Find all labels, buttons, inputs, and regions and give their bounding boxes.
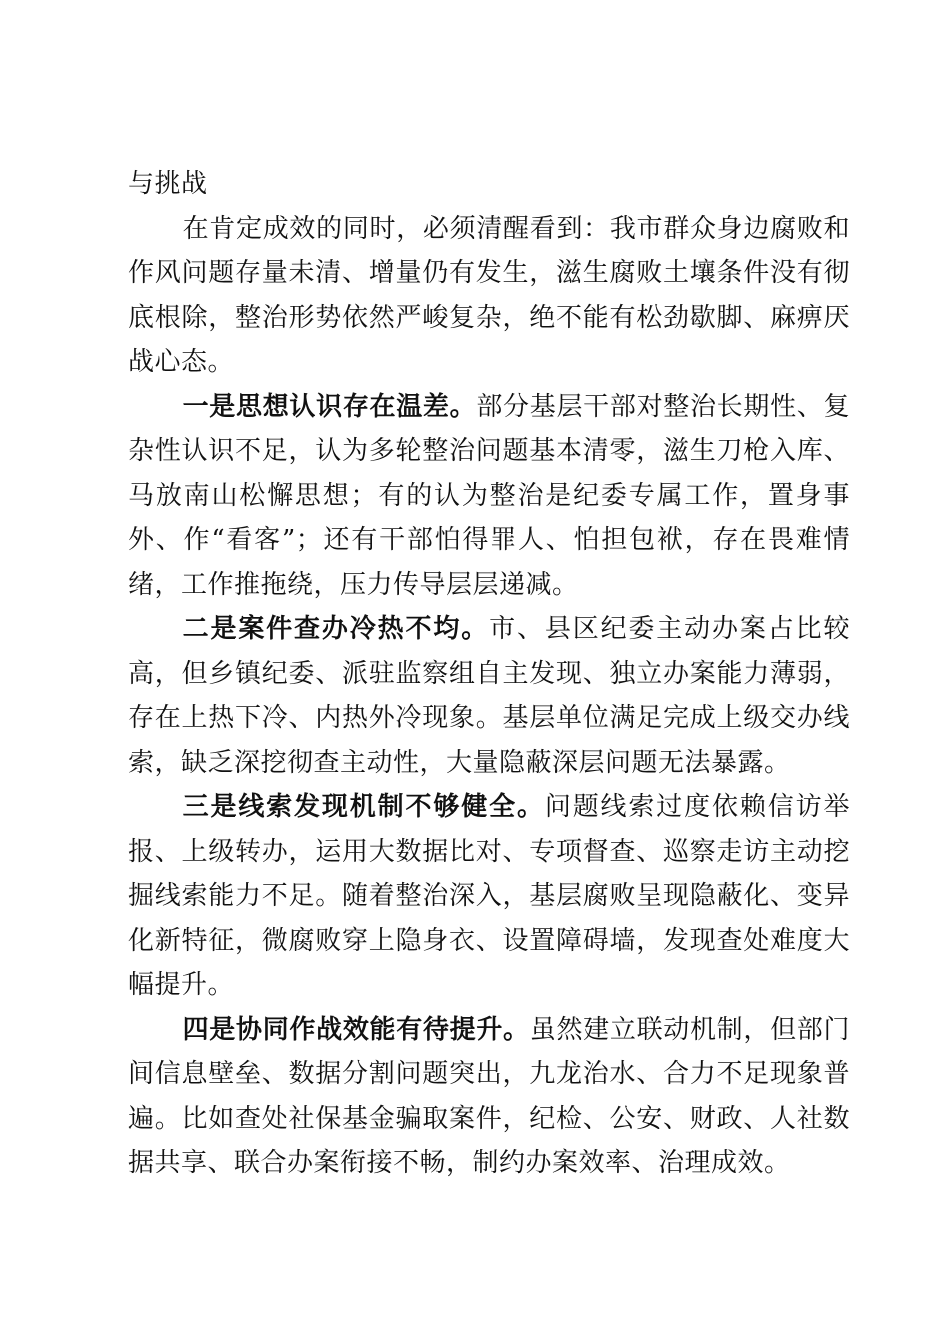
paragraph-lead-heading: 二是案件查办冷热不均。 [182,614,490,644]
paragraph-text: 与挑战 [128,169,208,199]
paragraph-lead-heading: 三是线索发现机制不够健全。 [182,792,545,822]
document-body [128,162,850,1186]
paragraph-continuation [128,162,850,207]
paragraph-text: 虽然建立联动机制，但部门间信息壁垒、数据分割问题突出，九龙治水、合力不足现象普遍。比如查处社保基金骗取案件，纪检、公安、财政、人社数据共享、联合办案衔接不畅，制约办案效率、治理成效。 [128,1014,850,1178]
paragraph-point-4 [128,1008,850,1186]
paragraph-text: 问题线索过度依赖信访举报、上级转办，运用大数据比对、专项督查、巡察走访主动挖掘线索能力不足。随着整治深入，基层腐败呈现隐蔽化、变异化新特征，微腐败穿上隐身衣、设置障碍墙，发现查处难度大幅提升。 [128,792,850,1000]
paragraph-point-2 [128,607,850,785]
paragraph-text: 部分基层干部对整治长期性、复杂性认识不足，认为多轮整治问题基本清零，滋生刀枪入库、马放南山松懈思想；有的认为整治是纪委专属工作，置身事外、作“看客”；还有干部怕得罪人、怕担包袱，存在畏难情绪，工作推拖绕，压力传导层层递减。 [128,391,850,600]
paragraph-text: 在肯定成效的同时，必须清醒看到：我市群众身边腐败和作风问题存量未清、增量仍有发生，滋生腐败土壤条件没有彻底根除，整治形势依然严峻复杂，绝不能有松劲歇脚、麻痹厌战心态。 [128,213,850,377]
paragraph-point-3 [128,785,850,1008]
paragraph-text: 市、县区纪委主动办案占比较高，但乡镇纪委、派驻监察组自主发现、独立办案能力薄弱，存在上热下冷、内热外冷现象。基层单位满足完成上级交办线索，缺乏深挖彻查主动性，大量隐蔽深层问题无法暴露。 [128,614,850,778]
paragraph-lead-heading: 四是协同作战效能有待提升。 [182,1014,530,1045]
paragraph-lead-heading: 一是思想认识存在温差。 [182,391,477,422]
paragraph-point-1 [128,385,850,608]
paragraph-intro [128,207,850,385]
